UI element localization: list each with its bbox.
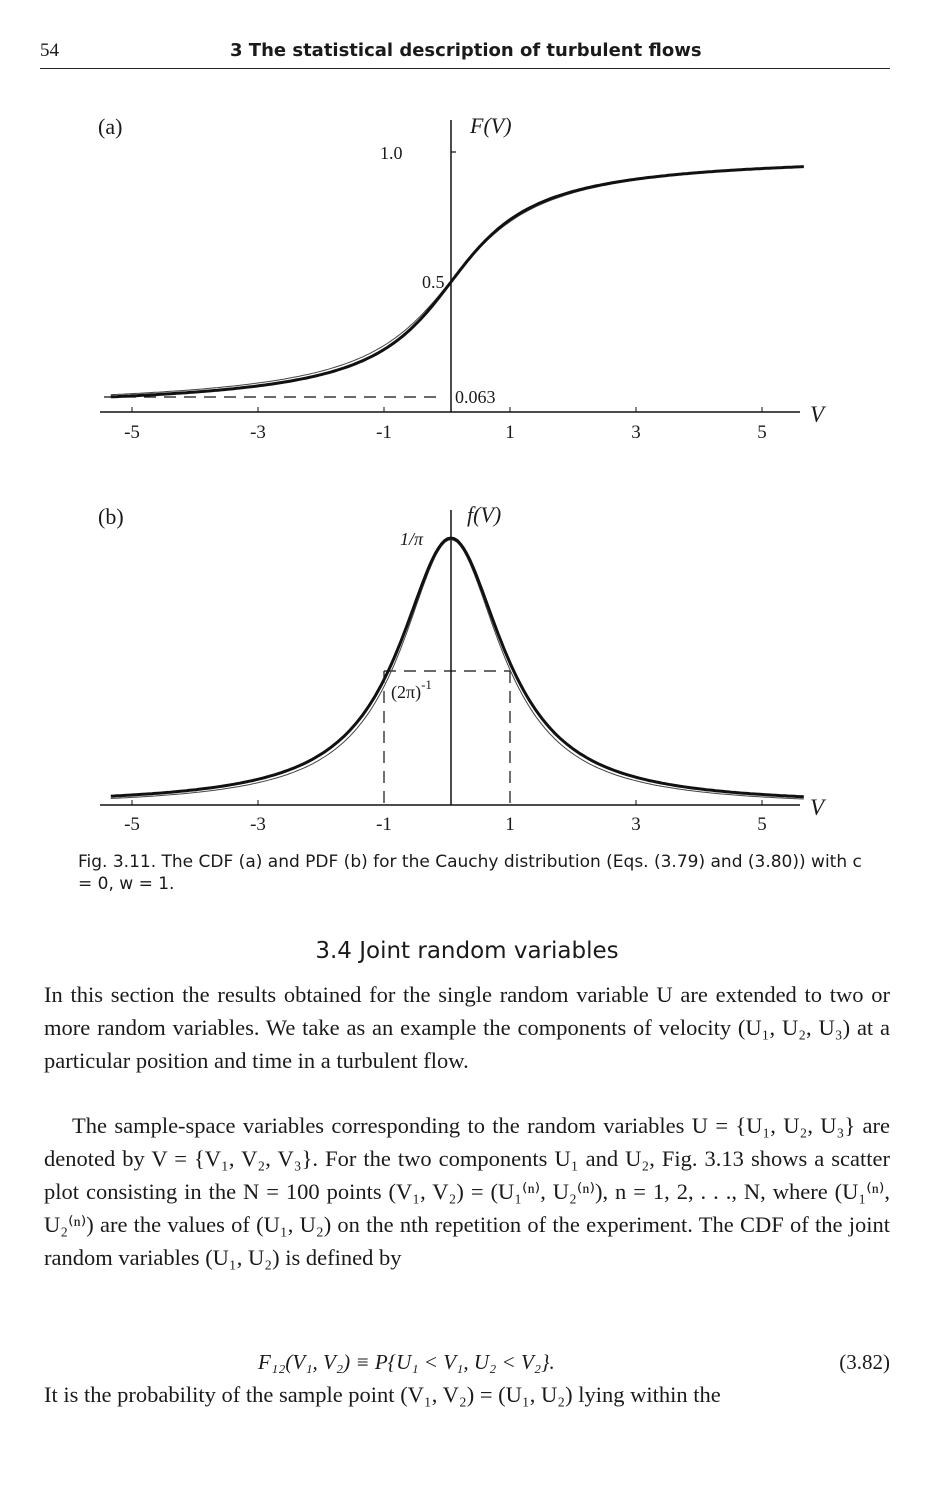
panel-b-xtick-label: -3: [250, 814, 266, 835]
paragraph-intro: In this section the results obtained for the single random variable U are extended to two or more random variables. We take as an example the components of velocity (U₁, U₂, U₃) at a particular position and time in a turbulent flow.: [44, 982, 890, 1073]
panel-b-xtick-label: 5: [757, 814, 767, 835]
panel-b-xtick-label: -1: [376, 814, 392, 835]
panel-b-peak-label: 1/π: [400, 529, 424, 549]
panel-a-cdf: [98, 113, 827, 443]
section-heading: 3.4 Joint random variables: [315, 938, 619, 964]
panel-b-reference-curve: [111, 540, 804, 799]
panel-a-ytick-label-05: 0.5: [422, 272, 445, 292]
panel-a-xtick-label: -1: [376, 422, 392, 443]
panel-a-value-annotation: 0.063: [455, 387, 496, 407]
panel-a-xlabel: V: [810, 402, 825, 427]
panel-b-xlabel: V: [810, 795, 825, 820]
page-number: 54: [40, 40, 59, 61]
running-title: 3 The statistical description of turbulent flows: [230, 40, 702, 61]
paragraph-probability: It is the probability of the sample point (V₁, V₂) = (U₁, U₂) lying within the: [44, 1382, 721, 1407]
panel-a-xtick-label: -5: [124, 422, 140, 443]
panel-b-xtick-label: -5: [124, 814, 140, 835]
panel-b-pdf-curve: [111, 538, 804, 797]
panel-b-xtick-label: 3: [631, 814, 641, 835]
panel-a-ylabel: F(V): [470, 113, 512, 138]
panel-a-reference-curve: [111, 167, 804, 395]
paragraph-sample-space: The sample-space variables corresponding to the random variables U = {U₁, U₂, U₃} are denoted by V = {V₁, V₂, V₃}. For the two components U₁ and U₂, Fig. 3.13 shows a scatter plot consisting in the N = 100 points (V₁, V₂) = (U₁⁽ⁿ⁾, U₂⁽ⁿ⁾), n = 1, 2, . . ., N, where (U₁⁽ⁿ⁾, U₂⁽ⁿ⁾) are the values of (U₁, U₂) on the nth repetition of the experiment. The CDF of the joint random variables (U₁, U₂) is defined by: [44, 1113, 890, 1270]
panel-a-ytick-label-1: 1.0: [380, 143, 403, 163]
panel-b-half-label-sup: -1: [421, 677, 432, 692]
equation-body: F₁₂(V₁, V₂) ≡ P{U₁ < V₁, U₂ < V₂}.: [258, 1350, 555, 1374]
panel-a-xtick-label: 3: [631, 422, 641, 443]
panel-b-pdf: [98, 502, 827, 835]
panel-a-xtick-label: 5: [757, 422, 767, 443]
panel-b-label: (b): [98, 504, 124, 529]
panel-b-ylabel: f(V): [467, 502, 502, 527]
panel-a-cdf-curve: [111, 167, 804, 397]
panel-b-half-label: [391, 677, 432, 703]
equation-number: (3.82): [839, 1350, 890, 1374]
panel-a-xtick-label: 1: [505, 422, 515, 443]
figure-caption: Fig. 3.11. The CDF (a) and PDF (b) for the Cauchy distribution (Eqs. (3.79) and (3.80)) with c = 0, w = 1.: [78, 852, 862, 894]
panel-b-xtick-label: 1: [505, 814, 515, 835]
panel-a-xtick-label: -3: [250, 422, 266, 443]
panel-b-half-label-base: (2π): [391, 682, 422, 702]
panel-a-label: (a): [98, 114, 123, 139]
